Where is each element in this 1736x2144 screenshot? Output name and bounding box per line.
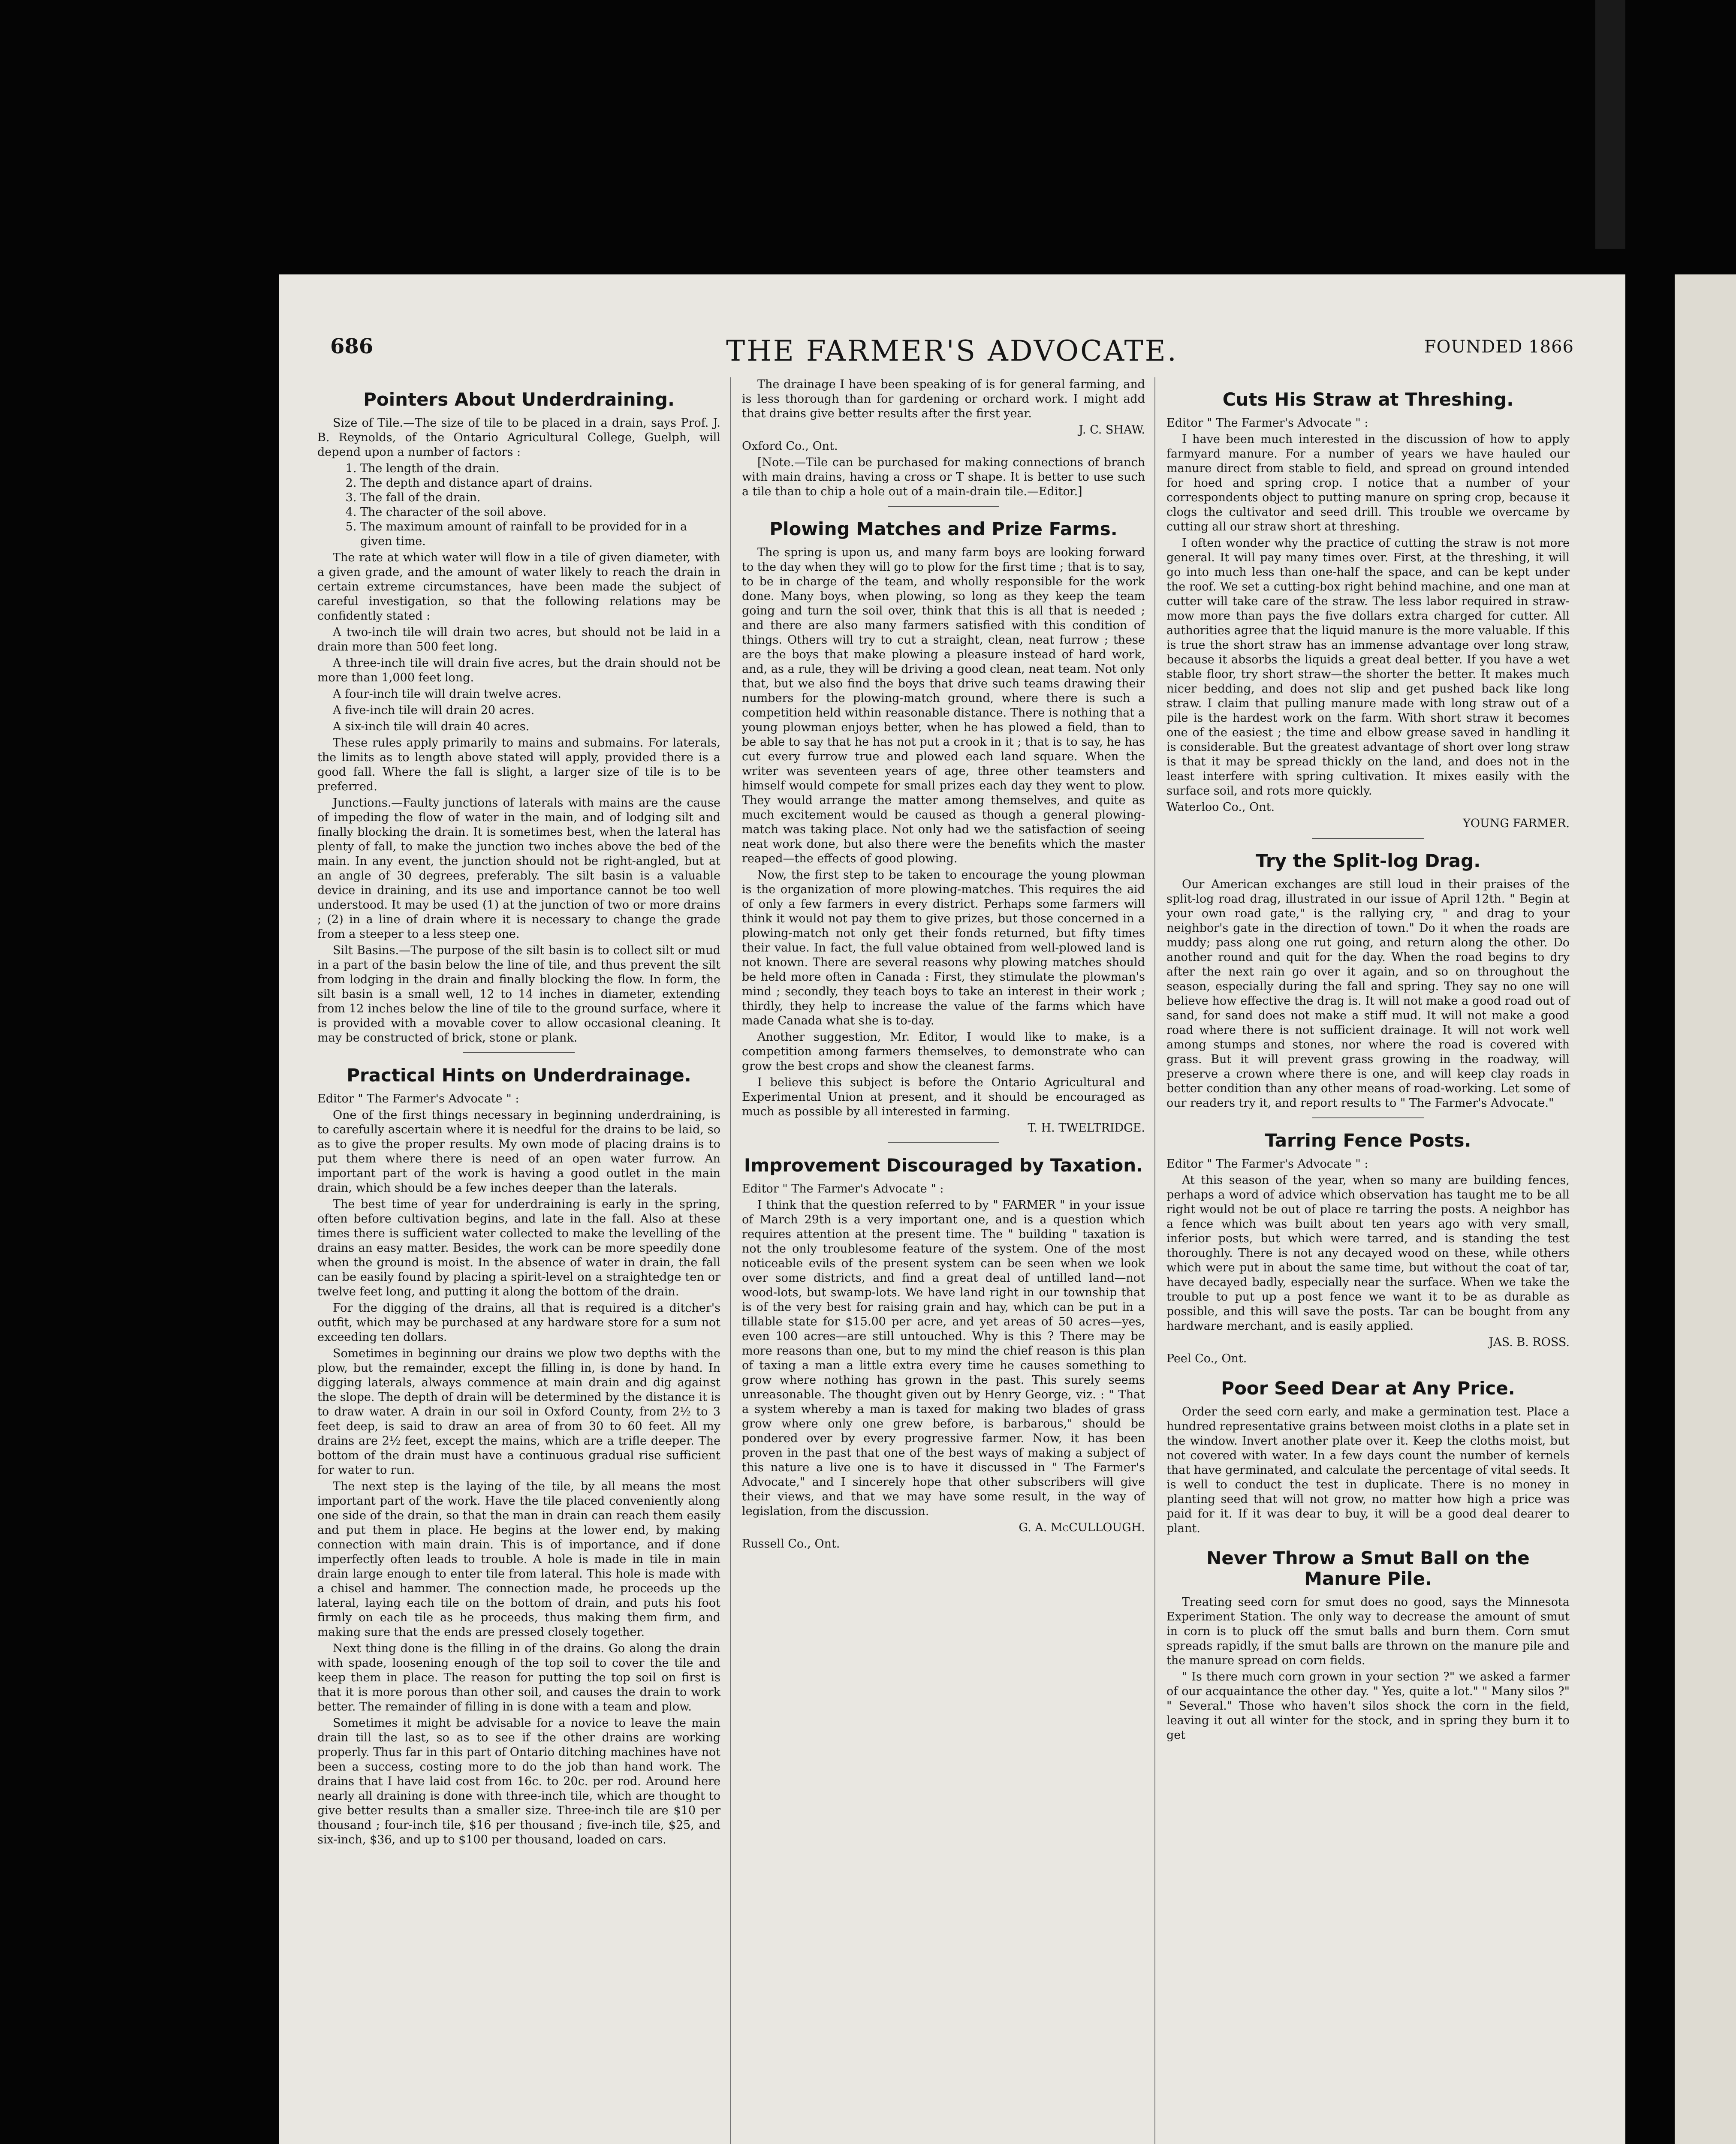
paragraph: Sometimes it might be advisable for a novice to leave the main drain till the last, so as to see if the other drains are working properly. Thus far in this part of Ontario ditching machines have not been a success, costing more to do the job than hand work. The drains that I have laid cost from 16c. to 20c. per rod. Around here nearly all draining is done with three-inch tile, which are thought to give better results than a smaller size. Three-inch tile are $10 per thousand ; four-inch tile, $16 per thousand ; five-inch tile, $25, and six-inch, $36, and up to $100 per thousand, loaded on cars. <box>317 1716 720 1846</box>
article-separator <box>1312 838 1424 839</box>
salutation: Editor " The Farmer's Advocate " : <box>742 1182 944 1195</box>
article-title-practical-hints: Practical Hints on Underdrainage. <box>347 1065 691 1086</box>
column-rule <box>730 377 731 2144</box>
paragraph: A three-inch tile will drain five acres, but the drain should not be more than 1,000 feet long. <box>317 656 720 684</box>
newspaper-page <box>279 274 1625 2144</box>
article-title-poor-seed: Poor Seed Dear at Any Price. <box>1221 1378 1515 1399</box>
article-title-smut-ball: Never Throw a Smut Ball on the Manure Pile. <box>1206 1548 1530 1589</box>
paragraph: The spring is upon us, and many farm boys are looking forward to the day when they will go to plow for the first time ; that is to say, to be in charge of the team, and wholly responsible for the work done. Many boys, when plowing, so long as they keep the team going and turn the soil over, think that this is all that is needed ; and there are also many farmers satisfied with this condition of things. Others will try to cut a straight, clean, neat furrow ; these are the boys that make plowing a pleasure instead of hard work, and, as a rule, they will be driving a good clean, neat team. Not only that, but we also find the boys that drive such teams drawing their numbers for the plowing-match ground, where there is such a competition held within reasonable distance. There is nothing that a young plowman enjoys better, when he has plowed a field, than to be able to say that he has not put a crook in it ; that is to say, he has cut every furrow true and plowed each land square. When the writer was seventeen years of age, three other teamsters and himself would compete for small prizes each day they went to plow. They would arrange the matter among themselves, and quite as much excitement would be caused as though a general plowing-match was taking place. Not only had we the satisfaction of seeing neat work done, but also there were the benefits which the master reaped—the effects of good plowing. <box>742 546 1145 865</box>
binding-shadow <box>1595 0 1625 249</box>
paragraph: Junctions.—Faulty junctions of laterals with mains are the cause of impeding the flow of water in the main, and of lodging silt and finally blocking the drain. It is sometimes best, when the lateral has plenty of fall, to make the junction two inches above the bed of the main. In any event, the junction should not be right-angled, but at an angle of 30 degrees, preferably. The silt basin is a valuable device in draining, and its use and importance cannot be too well understood. It may be used (1) at the junction of two or more drains ; (2) in a line of drain where it is necessary to change the grade from a steeper to a less steep one. <box>317 796 720 941</box>
paragraph: I think that the question referred to by " FARMER " in your issue of March 29th is a very important one, and is a question which requires attention at the present time. The " building " taxation is not the only troublesome feature of the system. One of the most noticeable evils of the present system can be seen when we look over some districts, and find a great deal of untilled land—not wood-lots, but swamp-lots. We have land right in our township that is of the very best for raising grain and hay, which can be put in a tillable state for $15.00 per acre, and yet areas of 50 acres—yes, even 100 acres—are still untouched. Why is this ? There may be more reasons than one, but to my mind the chief reason is this plan of taxing a man a little extra every time he causes something to grow where nothing has grown in the past. This surely seems unreasonable. The thought given out by Henry George, viz. : " That a system whereby a man is taxed for making two blades of grass grow where only one grew before, is barbarous," should be pondered over by every progressive farmer. Now, it has been proven in the past that one of the best ways of making a subject of this nature a live one is to have it discussed in " The Farmer's Advocate," and I sincerely hope that other subscribers will give their views, and that we may have some result, in the way of legislation, from the discussion. <box>742 1198 1145 1518</box>
page-header <box>330 334 1574 373</box>
article-title-cuts-straw: Cuts His Straw at Threshing. <box>1222 389 1514 410</box>
paragraph: A six-inch tile will drain 40 acres. <box>333 720 530 733</box>
paragraph: A two-inch tile will drain two acres, but should not be laid in a drain more than 500 feet long. <box>317 626 720 653</box>
paragraph: Size of Tile.—The size of tile to be placed in a drain, says Prof. J. B. Reynolds, of the Ontario Agricultural College, Guelph, will depend upon a number of factors : <box>317 416 720 459</box>
paragraph: Order the seed corn early, and make a germination test. Place a hundred representative grains between moist cloths in a plate set in the window. Invert another plate over it. Keep the cloths moist, but not covered with water. In a few days count the number of kernels that have germinated, and calculate the percentage of vital seeds. It is well to conduct the test in duplicate. There is no money in planting seed that will not grow, no matter how high a price was paid for it. If it was dear to buy, it will be a good deal dearer to plant. <box>1166 1405 1570 1535</box>
factors-list <box>343 461 720 549</box>
paragraph: Treating seed corn for smut does no good, says the Minnesota Experiment Station. The only way to decrease the amount of smut in corn is to pluck off the smut balls and burn them. Corn smut spreads rapidly, if the smut balls are thrown on the manure pile and the manure spread on corn fields. <box>1166 1596 1570 1667</box>
salutation: Editor " The Farmer's Advocate " : <box>317 1092 519 1105</box>
founded-label: FOUNDED 1866 <box>1424 337 1574 357</box>
article-title-pointers: Pointers About Underdraining. <box>363 389 675 410</box>
list-item: 1. The length of the drain. <box>360 461 720 476</box>
paragraph: Another suggestion, Mr. Editor, I would like to make, is a competition among farmers themselves, to demonstrate who can grow the best crops and show the cleanest farms. <box>742 1030 1145 1073</box>
location: Peel Co., Ont. <box>1166 1352 1247 1365</box>
column-2 <box>742 377 1145 1553</box>
article-separator <box>888 506 999 507</box>
list-item: 3. The fall of the drain. <box>360 491 720 505</box>
article-separator <box>888 1142 999 1143</box>
paragraph: Next thing done is the filling in of the drains. Go along the drain with spade, loosening enough of the top soil to cover the tile and keep them in place. The reason for putting the top soil on first is that it is more porous than other soil, and causes the drain to work better. The remainder of filling in is done with a team and plow. <box>317 1642 720 1713</box>
article-separator <box>1312 1117 1424 1118</box>
paragraph: Sometimes in beginning our drains we plow two depths with the plow, but the remainder, except the filling in, is done by hand. In digging laterals, always commence at main drain and dig against the slope. The depth of drain will be determined by the distance it is to draw water. A drain in our soil in Oxford County, from 2½ to 3 feet deep, is said to draw an area of from 30 to 60 feet. All my drains are 2½ feet, except the mains, which are a trifle deeper. The bottom of the drain must have a continuous gradual rise sufficient for water to run. <box>317 1347 720 1477</box>
paragraph: " Is there much corn grown in your section ?" we asked a farmer of our acquaintance the other day. " Yes, quite a lot." " Many silos ?" " Several." Those who haven't silos shock the corn in the field, leaving it out all winter for the stock, and in spring they burn it to get <box>1166 1670 1570 1742</box>
list-item: 4. The character of the soil above. <box>360 505 720 520</box>
signature: YOUNG FARMER. <box>1463 817 1570 830</box>
article-title-split-log-drag: Try the Split-log Drag. <box>1255 850 1481 871</box>
adjacent-page-edge <box>1675 274 1736 2144</box>
paragraph: The next step is the laying of the tile, by all means the most important part of the work. Have the tile placed conveniently along one side of the drain, so that the man in drain can reach them easily and put them in place. He begins at the lower end, by making connection with main drain. This is of importance, and if done imperfectly often leads to trouble. A hole is made in tile in main drain large enough to enter tile from lateral. This hole is made with a chisel and hammer. The connection made, he proceeds up the lateral, laying each tile on the bottom of drain, and puts his foot firmly on each tile as he proceeds, thus making them firm, and making sure that the ends are pressed closely together. <box>317 1480 720 1639</box>
list-item: 2. The depth and distance apart of drains. <box>360 476 720 491</box>
article-separator <box>463 1052 575 1053</box>
article-title-plowing-matches: Plowing Matches and Prize Farms. <box>769 518 1118 539</box>
paragraph: For the digging of the drains, all that is required is a ditcher's outfit, which may be purchased at any hardware store for a sum not exceeding ten dollars. <box>317 1301 720 1344</box>
page-number: 686 <box>330 334 374 358</box>
paragraph: I believe this subject is before the Ontario Agricultural and Experimental Union at present, and it should be encouraged as much as possible by all interested in farming. <box>742 1076 1145 1118</box>
list-item: 5. The maximum amount of rainfall to be provided for in a given time. <box>360 520 720 549</box>
article-title-tarring-posts: Tarring Fence Posts. <box>1265 1130 1471 1151</box>
editor-note: [Note.—Tile can be purchased for making connections of branch with main drains, having a cross or T shape. It is better to use such a tile than to chip a hole out of a main-drain tile.—Editor.] <box>742 456 1145 498</box>
signature: J. C. SHAW. <box>1079 423 1145 437</box>
location: Russell Co., Ont. <box>742 1537 840 1551</box>
paragraph: At this season of the year, when so many are building fences, perhaps a word of advice which observation has taught me to be all right would not be out of place re tarring the posts. A neighbor has a fence which was built about ten years ago with very small, inferior posts, but which were tarred, and is standing the test thoroughly. There is not any decayed wood on these, while others which were put in about the same time, but without the coat of tar, have decayed badly, especially near the surface. When we take the trouble to put up a post fence we want it to be as durable as possible, and this will save the posts. Tar can be bought from any hardware merchant, and is easily applied. <box>1166 1174 1570 1333</box>
signature: T. H. TWELTRIDGE. <box>1028 1121 1145 1135</box>
salutation: Editor " The Farmer's Advocate " : <box>1166 416 1368 430</box>
paragraph: These rules apply primarily to mains and submains. For laterals, the limits as to length above stated will apply, provided there is a good fall. Where the fall is slight, a larger size of tile is to be preferred. <box>317 736 720 793</box>
location: Oxford Co., Ont. <box>742 440 838 453</box>
column-rule <box>1154 377 1155 2144</box>
paragraph: Now, the first step to be taken to encourage the young plowman is the organization of more plowing-matches. This requires the aid of only a few farmers in every district. Perhaps some farmers will think it would not pay them to give prizes, but those concerned in a plowing-match not only get their fonds returned, but fifty times their value. In fact, the full value obtained from well-plowed land is not known. There are several reasons why plowing matches should be held more often in Canada : First, they stimulate the plowman's mind ; secondly, they teach boys to take an interest in their work ; thirdly, they help to increase the value of the farms which have made Canada what she is to-day. <box>742 868 1145 1027</box>
salutation: Editor " The Farmer's Advocate " : <box>1166 1157 1368 1171</box>
paragraph: Silt Basins.—The purpose of the silt basin is to collect silt or mud in a part of the basin below the line of tile, and thus prevent the silt from lodging in the drain and finally blocking the flow. In form, the silt basin is a small well, 12 to 14 inches in diameter, extending from 12 inches below the line of tile to the ground surface, where it is provided with a movable cover to allow occasional cleaning. It may be constructed of brick, stone or plank. <box>317 944 720 1045</box>
paragraph: I have been much interested in the discussion of how to apply farmyard manure. For a number of years we have hauled our manure direct from stable to field, and spread on ground intended for hoed and spring crop. I notice that a number of your correspondents object to putting manure on spring crop, because it clogs the cultivator and seed drill. This trouble we overcame by cutting all our straw short at threshing. <box>1166 433 1570 533</box>
paragraph: A four-inch tile will drain twelve acres. <box>333 687 561 701</box>
paragraph: The rate at which water will flow in a tile of given diameter, with a given grade, and the amount of water likely to reach the drain in certain extreme circumstances, have been made the subject of careful investigation, so that the following relations may be confidently stated : <box>317 551 720 623</box>
column-1 <box>317 377 720 1849</box>
column-3 <box>1166 377 1570 1744</box>
location: Waterloo Co., Ont. <box>1166 801 1275 814</box>
paragraph: Our American exchanges are still loud in their praises of the split-log road drag, illustrated in our issue of April 12th. " Begin at your own road gate," is the rallying cry, " and drag to your neighbor's gate in the direction of town." Do it when the roads are muddy; pass along one rut going, and return along the other. Do another round and quit for the day. When the road begins to dry after the next rain go over it again, and so on throughout the season, especially during the fall and spring. They say no one will believe how effective the drag is. It will not make a good road out of sand, for sand does not make a stiff mud. It will not make a good road where there is not sufficient drainage. It will not work well among stumps and stones, nor where the road is covered with grass. But it will prevent grass growing in the roadway, will preserve a crown where there is one, and will keep clay roads in better condition than any other means of road-working. Let some of our readers try it, and report results to " The Farmer's Advocate." <box>1166 878 1570 1110</box>
paragraph: The drainage I have been speaking of is for general farming, and is less thorough than for gardening or orchard work. I might add that drains give better results after the first year. <box>742 378 1145 420</box>
article-title-improvement-taxation: Improvement Discouraged by Taxation. <box>744 1155 1143 1176</box>
signature: JAS. B. ROSS. <box>1489 1336 1570 1349</box>
paragraph: A five-inch tile will drain 20 acres. <box>333 704 535 717</box>
signature: G. A. McCULLOUGH. <box>1019 1521 1145 1534</box>
paragraph: The best time of year for underdraining is early in the spring, often before cultivation begins, and late in the fall. Also at these times there is sufficient water collected to make the levelling of the drains an easy matter. Besides, the work can be more speedily done when the ground is moist. In the absence of water in drain, the fall can be easily found by placing a spirit-level on a straightedge ten or twelve feet long, and putting it along the bottom of the drain. <box>317 1198 720 1298</box>
paragraph: I often wonder why the practice of cutting the straw is not more general. It will pay many times over. First, at the threshing, it will go into much less than one-half the space, and can be kept under the roof. We set a cutting-box right behind machine, and one man at cutter will take care of the straw. The less labor required in straw-mow more than pays the five dollars extra charged for cutter. All authorities agree that the liquid manure is the more valuable. If this is true the short straw has an immense advantage over long straw, because it absorbs the liquids a great deal better. If you have a wet stable floor, try short straw—the shorter the better. It makes much nicer bedding, and does not slip and get pushed back like long straw. I claim that pulling manure made with long straw out of a pile is the hardest work on the farm. With short straw it becomes one of the easiest ; the time and elbow grease saved in handling it is considerable. But the greatest advantage of short over long straw is that it may be spread thickly on the land, and does not in the least interfere with spring cultivation. It mixes easily with the surface soil, and rots more quickly. <box>1166 536 1570 798</box>
masthead: THE FARMER'S ADVOCATE. <box>726 334 1178 367</box>
paragraph: One of the first things necessary in beginning underdraining, is to carefully ascertain where it is needful for the drains to be laid, so as to give the proper results. My own mode of placing drains is to put them where there is need of an open water furrow. An important part of the work is having a good outlet in the main drain, which should be a few inches deeper than the laterals. <box>317 1108 720 1195</box>
